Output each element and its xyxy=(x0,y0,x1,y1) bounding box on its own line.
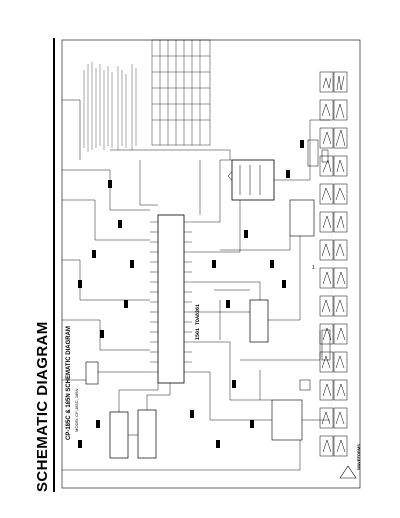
ic-small xyxy=(86,362,98,384)
waveform-grid xyxy=(320,72,347,456)
deflection-block xyxy=(290,200,314,236)
flyback-block xyxy=(250,300,268,342)
page-heading: SCHEMATIC DIAGRAM xyxy=(34,321,51,492)
voltage-table xyxy=(152,40,210,145)
waveforms-label: WAVEFORMS xyxy=(356,444,361,470)
power-block xyxy=(229,160,275,200)
ic-i501 xyxy=(150,215,192,383)
notes-block xyxy=(84,62,136,152)
ic-lower-left xyxy=(110,412,128,458)
main-ic-label: I501 TDA8361 xyxy=(195,303,201,340)
passive-components xyxy=(78,140,304,448)
schematic-border xyxy=(62,40,360,488)
warning-triangle xyxy=(340,466,356,478)
ic-lower-middle xyxy=(138,410,156,458)
page-mark: 1 xyxy=(312,265,315,271)
connector-column xyxy=(300,140,330,390)
schematic-title: CP-185C & 185N SCHEMATIC DIAGRAM xyxy=(66,326,72,440)
schematic-subtitle: MODEL CP-185C, 185N xyxy=(74,388,79,432)
circuit-traces xyxy=(62,100,330,470)
waveform-traces xyxy=(322,76,345,452)
tuner-block xyxy=(272,400,302,440)
